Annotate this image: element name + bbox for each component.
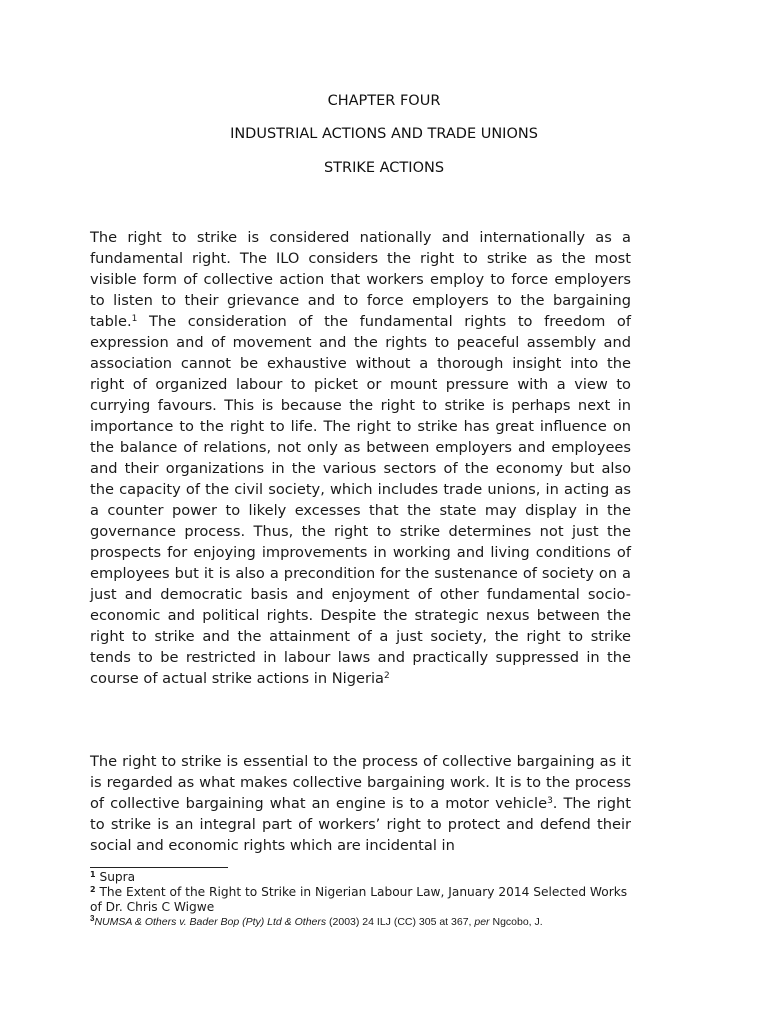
footnote-3 bbox=[90, 915, 631, 930]
footnote-separator bbox=[90, 867, 228, 868]
footnote-number: 1 bbox=[90, 870, 96, 879]
footnote-1 bbox=[90, 870, 631, 885]
footnote-ref-1[interactable]: 1 bbox=[131, 314, 138, 324]
case-name: NUMSA & Others v. Bader Bop (Pty) Ltd & Others bbox=[94, 916, 327, 928]
footnote-ref-3[interactable]: 3 bbox=[547, 796, 553, 806]
paragraph-text: . The right to strike is an integral part of workers’ right to protect and defend their social and economic rights which are incidental in bbox=[90, 795, 631, 854]
footnote-ref-2[interactable]: 2 bbox=[383, 671, 390, 681]
case-citation: (2003) 24 ILJ (CC) 305 at 367, bbox=[326, 916, 475, 928]
footnote-number: 3 bbox=[90, 914, 95, 923]
footnote-text: The Extent of the Right to Strike in Nigerian Labour Law, January 2014 Selected Works of Dr. Chris C Wigwe bbox=[90, 885, 628, 914]
per-word: per bbox=[474, 916, 490, 928]
body-paragraph-1 bbox=[90, 227, 631, 689]
footnote-number: 2 bbox=[90, 885, 96, 894]
chapter-title: INDUSTRIAL ACTIONS AND TRADE UNIONS bbox=[230, 126, 538, 142]
body-paragraph-2 bbox=[90, 751, 631, 856]
paragraph-text: The consideration of the fundamental rights to freedom of expression and of movement and the rights to peaceful assembly and association cannot be exhaustive without a thorough insight into the right of organized labour to picket or mount pressure with a view to currying favours. This is because the right to strike is perhaps next in importance to the right to life. The right to strike has great influence on the balance of relations, not only as between employers and employees and their organizations in the various sectors of the economy but also the capacity of the civil society, which includes trade unions, in acting as a counter power to likely excesses that the state may display in the governance process. Thus, the right to strike determines not just the prospects for enjoying improvements in working and living conditions of employees but it is also a precondition for the sustenance of society on a just and democratic basis and enjoyment of other fundamental socio-economic and political rights. Despite the strategic nexus between the right to strike and the attainment of a just society, the right to strike tends to be restricted in labour laws and practically suppressed in the course of actual strike actions in Nigeria bbox=[90, 313, 631, 687]
paragraph-text: The right to strike is essential to the process of collective bargaining as it is regarded as what makes collective bargaining work. It is to the process of collective bargaining what an engine is to a motor vehicle bbox=[90, 753, 631, 812]
footnote-2 bbox=[90, 885, 631, 915]
footnote-text: Supra bbox=[95, 870, 136, 884]
section-heading: STRIKE ACTIONS bbox=[323, 160, 445, 176]
paragraph-text: The right to strike is considered nationally and internationally as a fundamental right. The ILO considers the right to strike as the most visible form of collective action that workers employ to force employers to listen to their grievance and to force employers to the bargaining table. bbox=[90, 229, 631, 330]
judge-name: Ngcobo, J. bbox=[489, 916, 543, 928]
chapter-heading: CHAPTER FOUR bbox=[327, 93, 441, 109]
